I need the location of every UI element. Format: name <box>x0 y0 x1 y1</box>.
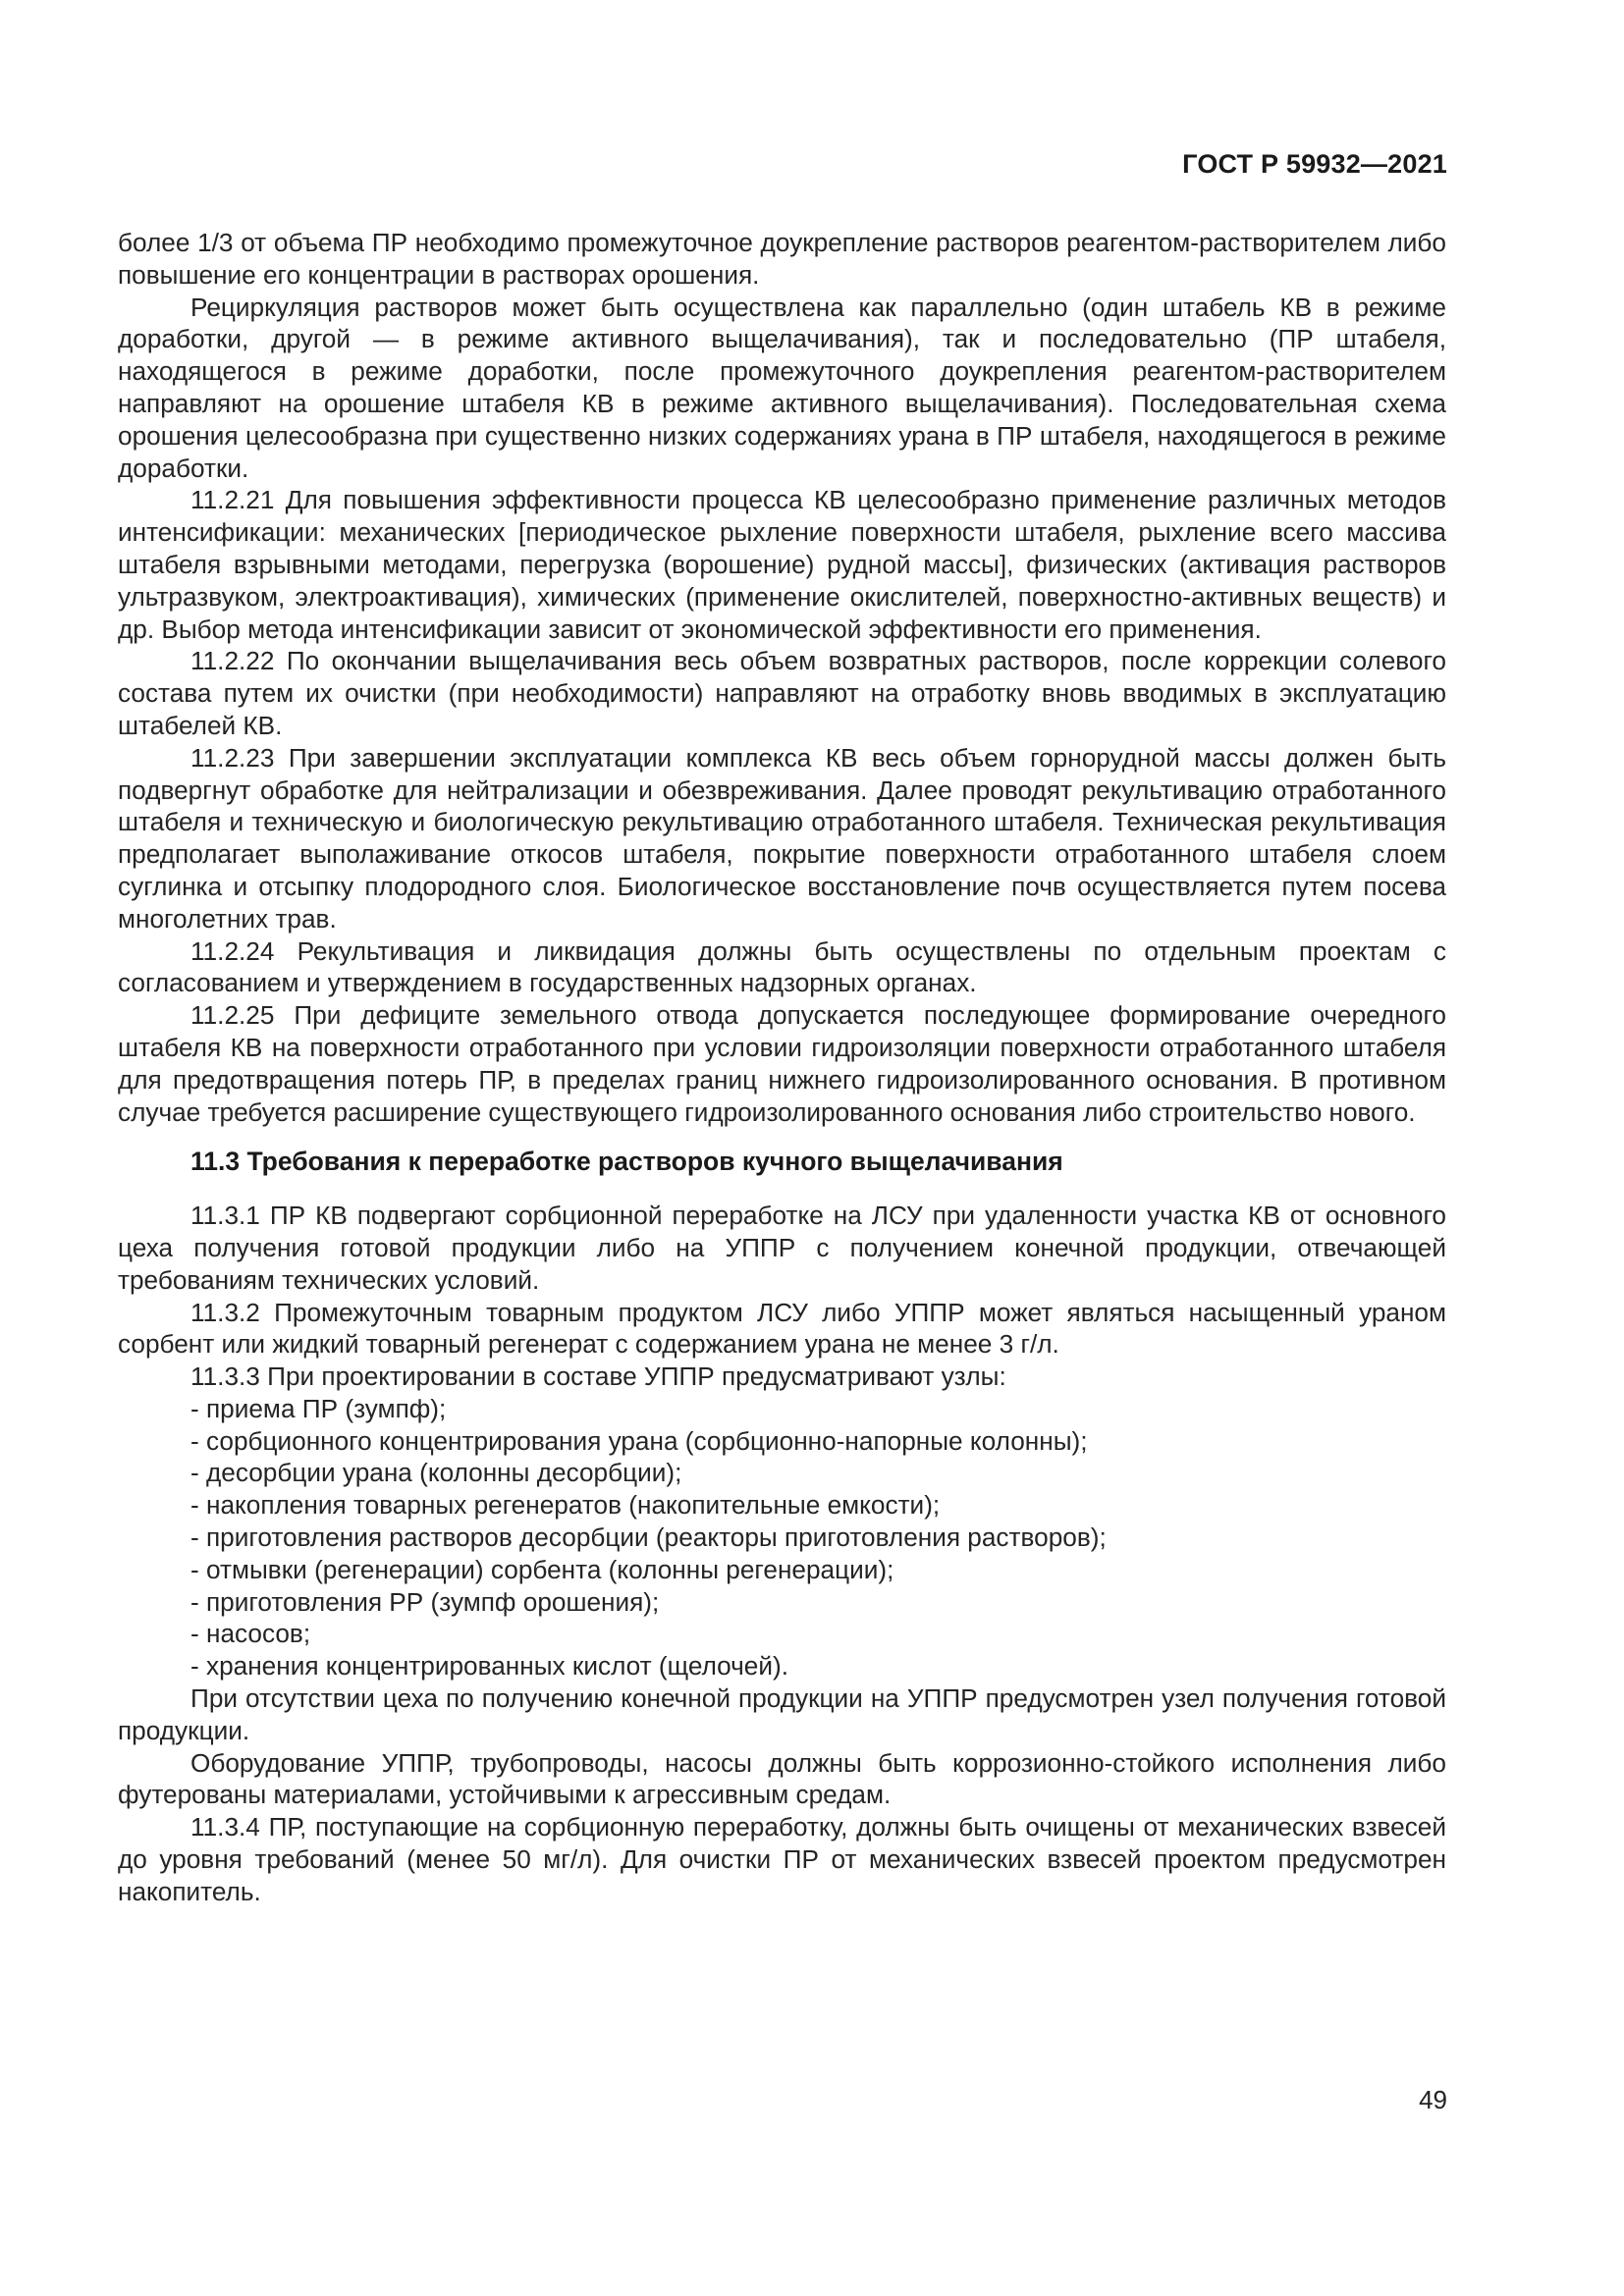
units-list <box>118 1393 1446 1682</box>
list-item: - приготовления растворов десорбции (реакторы приготовления растворов); <box>190 1522 1446 1554</box>
paragraph-equipment: Оборудование УППР, трубопроводы, насосы должны быть коррозионно-стойкого исполнения либо футерованы материалами, устойчивыми к агрессивным средам. <box>118 1747 1446 1810</box>
page-number: 49 <box>1419 2085 1447 2114</box>
document-code-header: ГОСТ Р 59932—2021 <box>1182 149 1447 179</box>
paragraph-11-2-22: 11.2.22 По окончании выщелачивания весь объем возвратных растворов, после коррекции солевого состава путем их очистки (при необходимости) направляют на отработку вновь вводимых в эксплуатацию штабелей КВ. <box>118 646 1446 740</box>
paragraph-11-3-3: 11.3.3 При проектировании в составе УППР предусматривают узлы: <box>190 1362 1006 1392</box>
paragraph-11-2-23: 11.2.23 При завершении эксплуатации комплекса КВ весь объем горнорудной массы должен быть подвергнут обработке для нейтрализации и обезвреживания. Далее проводят рекультивацию отработанного штабеля и техническую и биологическую рекультивацию отработанного штабеля. Техническая рекультивация предполагает выполаживание откосов штабеля, покрытие поверхности отработанного штабеля слоем суглинка и отсыпку плодородного слоя. Биологическое восстановление почв осуществляется путем посева многолетних трав. <box>118 742 1446 934</box>
paragraph-11-2-24: 11.2.24 Рекультивация и ликвидация должны быть осуществлены по отдельным проектам с согласованием и утверждением в государственных надзорных органах. <box>118 935 1446 998</box>
page-body <box>118 227 1446 1908</box>
section-heading-11-3: 11.3 Требования к переработке растворов кучного выщелачивания <box>190 1147 1063 1177</box>
paragraph-11-2-21: 11.2.21 Для повышения эффективности процесса КВ целесообразно применение различных методов интенсификации: механических [периодическое рыхление поверхности штабеля, рыхление всего массива штабеля взрывными методами, перегрузка (ворошение) рудной массы], физических (активация растворов ультразвуком, электроактивация), химических (применение окислителей, поверхностно-активных веществ) и др. Выбор метода интенсификации зависит от экономической эффективности его применения. <box>118 485 1446 644</box>
paragraph-continuation: более 1/3 от объема ПР необходимо промежуточное доукрепление растворов реагентом-растворителем либо повышение его концентрации в растворах орошения. <box>118 228 1446 290</box>
list-item: - сорбционного концентрирования урана (сорбционно-напорные колонны); <box>190 1425 1446 1458</box>
list-item: - приготовления РР (зумпф орошения); <box>190 1586 1446 1619</box>
list-item: - накопления товарных регенератов (накопительные емкости); <box>190 1489 1446 1522</box>
list-item: - насосов; <box>190 1618 1446 1650</box>
paragraph-finished-product: При отсутствии цеха по получению конечной продукции на УППР предусмотрен узел получения готовой продукции. <box>118 1683 1446 1745</box>
paragraph-recirculation: Рециркуляция растворов может быть осуществлена как параллельно (один штабель КВ в режиме доработки, другой — в режиме активного выщелачивания), так и последовательно (ПР штабеля, находящегося в режиме доработки, после промежуточного доукрепления реагентом-растворителем направляют на орошение штабеля КВ в режиме активного выщелачивания). Последовательная схема орошения целесообразна при существенно низких содержаниях урана в ПР штабеля, находящегося в режиме доработки. <box>118 292 1446 483</box>
paragraph-11-3-1: 11.3.1 ПР КВ подвергают сорбционной переработке на ЛСУ при удаленности участка КВ от основного цеха получения готовой продукции либо на УППР с получением конечной продукции, отвечающей требованиям технических условий. <box>118 1201 1446 1295</box>
paragraph-11-3-2: 11.3.2 Промежуточным товарным продуктом ЛСУ либо УППР может являться насыщенный ураном сорбент или жидкий товарный регенерат с содержанием урана не менее 3 г/л. <box>118 1297 1446 1360</box>
paragraph-11-2-25: 11.2.25 При дефиците земельного отвода допускается последующее формирование очередного штабеля КВ на поверхности отработанного при условии гидроизоляции поверхности отработанного штабеля для предотвращения потерь ПР, в пределах границ нижнего гидроизолированного основания. В противном случае требуется расширение существующего гидроизолированного основания либо строительство нового. <box>118 1000 1446 1127</box>
list-item: - десорбции урана (колонны десорбции); <box>190 1457 1446 1489</box>
list-item: - отмывки (регенерации) сорбента (колонны регенерации); <box>190 1554 1446 1586</box>
list-item: - приема ПР (зумпф); <box>190 1393 1446 1425</box>
list-item: - хранения концентрированных кислот (щелочей). <box>190 1650 1446 1682</box>
paragraph-11-3-4: 11.3.4 ПР, поступающие на сорбционную переработку, должны быть очищены от механических взвесей до уровня требований (менее 50 мг/л). Для очистки ПР от механических взвесей проектом предусмотрен накопитель. <box>118 1812 1446 1906</box>
